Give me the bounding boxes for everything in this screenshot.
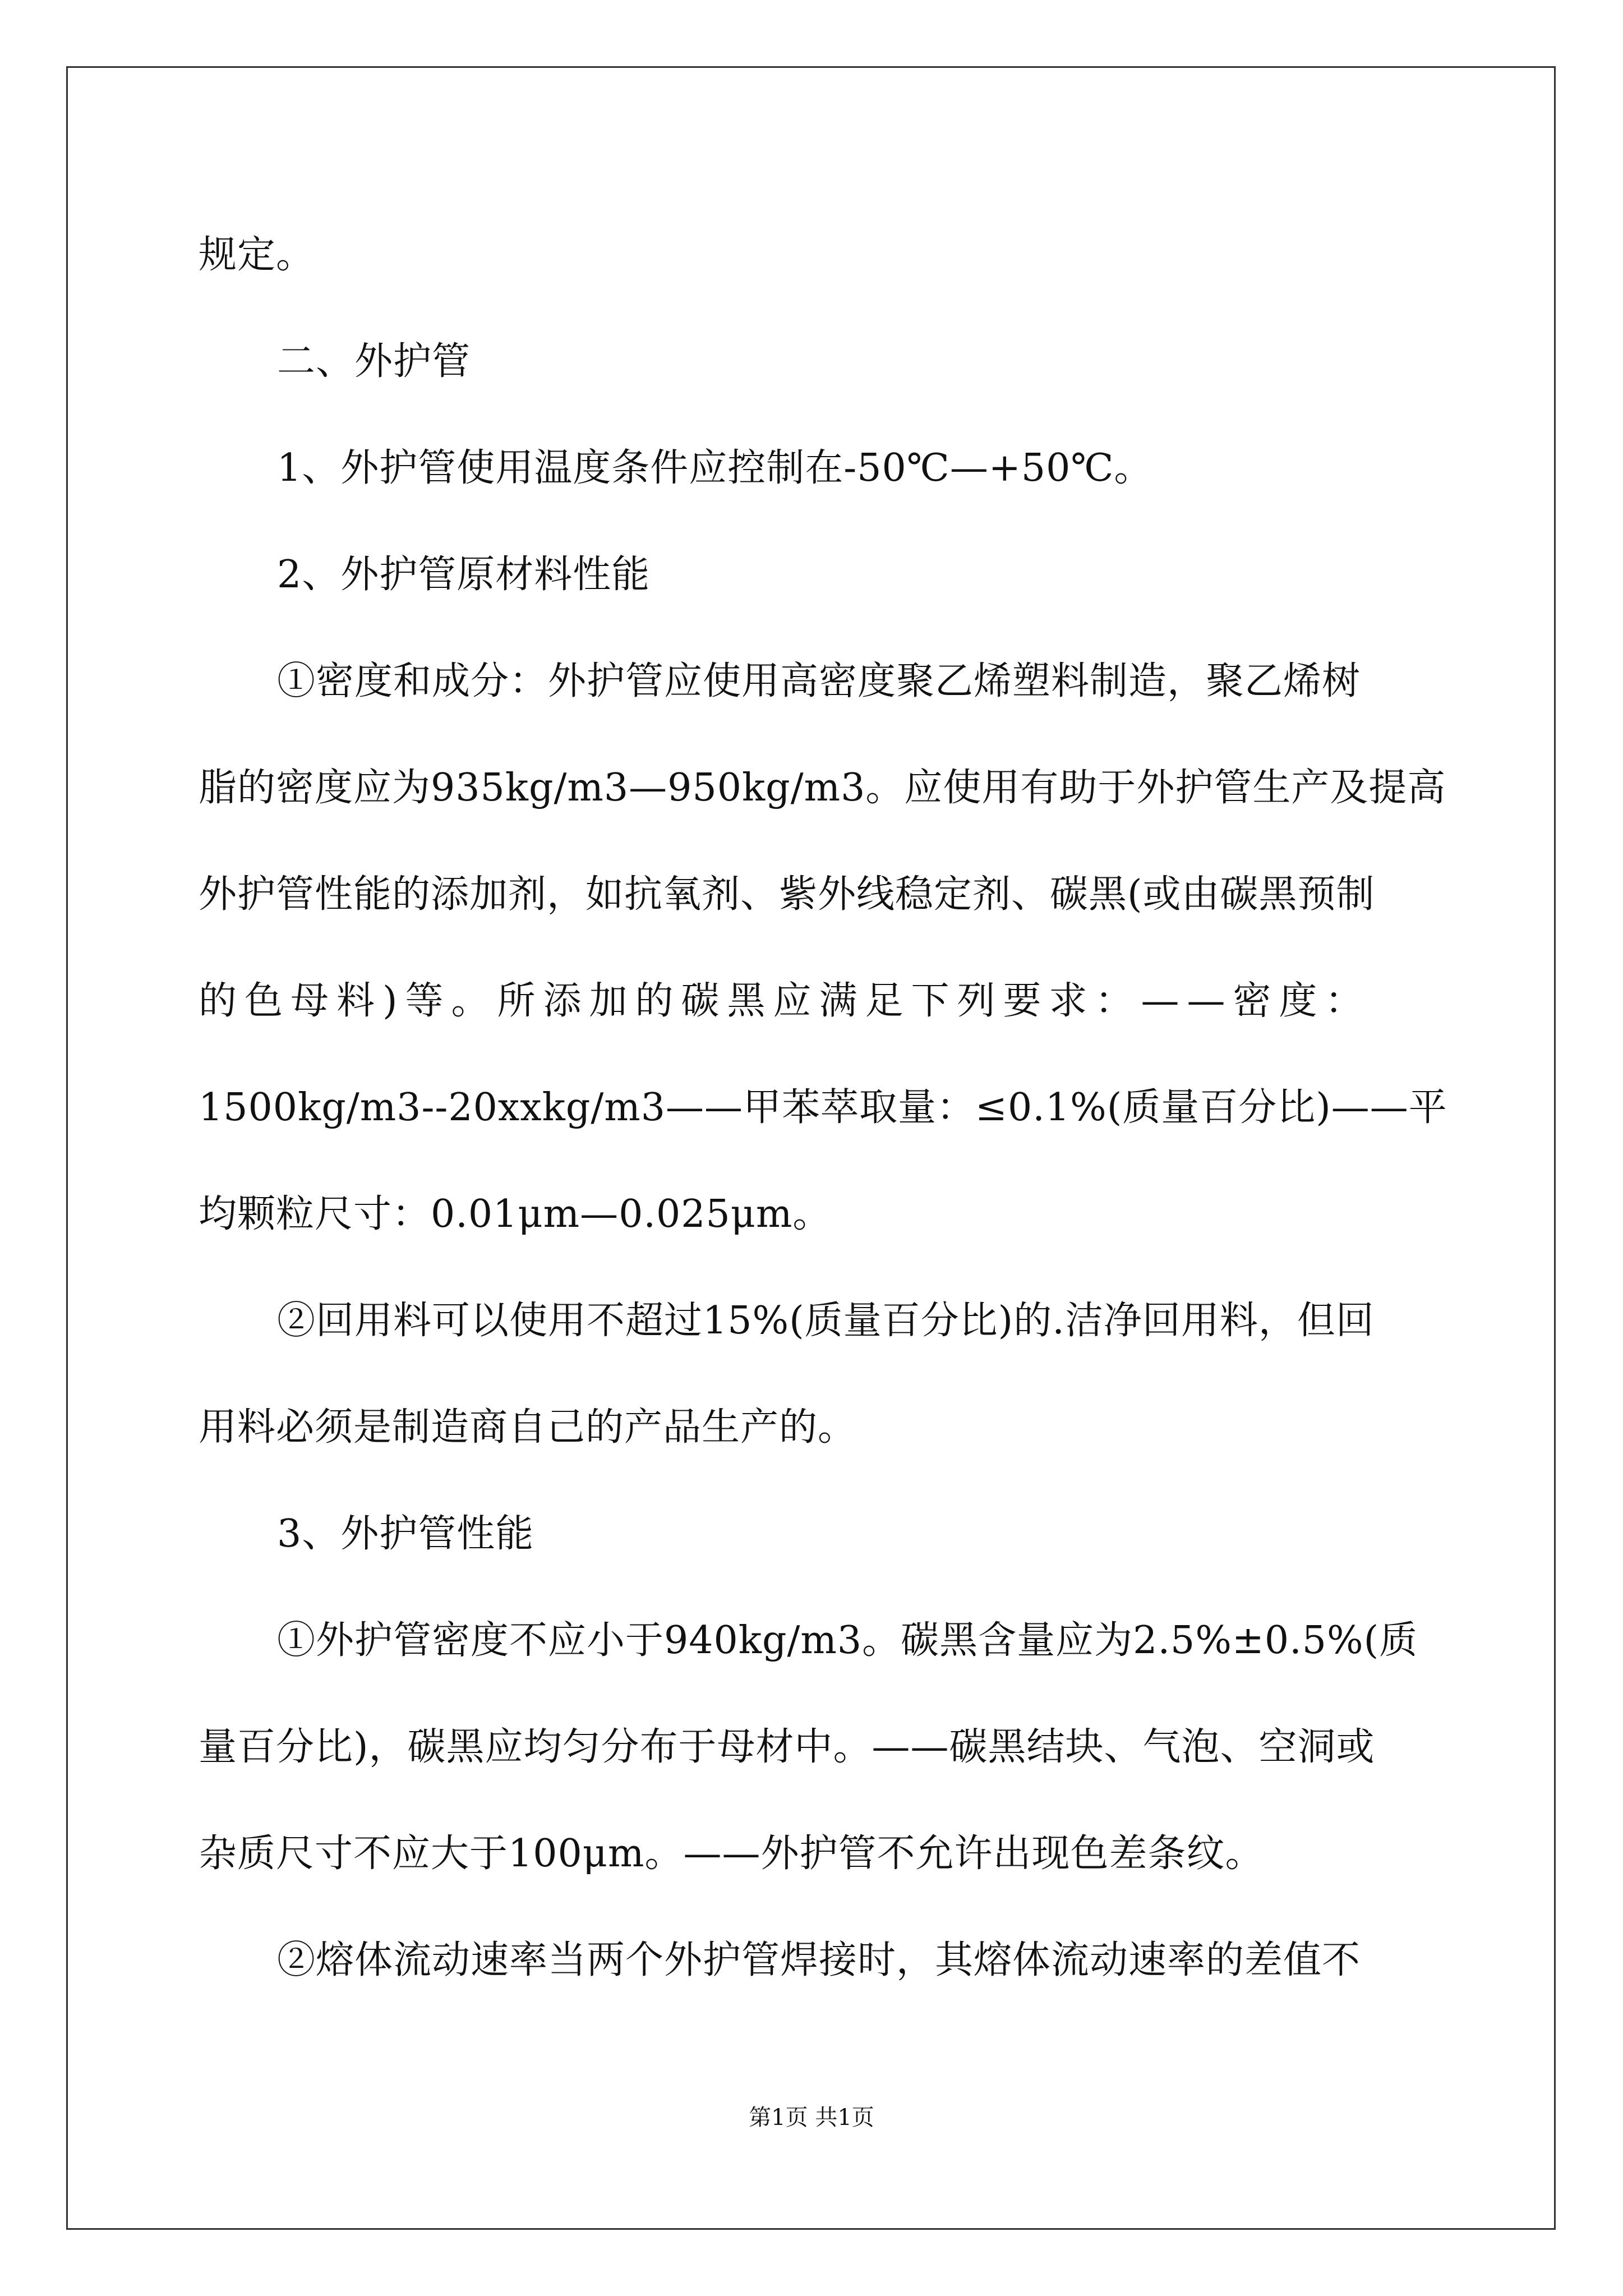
paragraph-line: 用料必须是制造商自己的产品生产的。	[199, 1405, 857, 1450]
section-heading: 二、外护管	[277, 339, 471, 384]
document-body	[199, 202, 1447, 2014]
paragraph-line: 规定。	[199, 233, 315, 277]
paragraph-line: 的色母料)等。所添加的碳黑应满足下列要求：——密度：	[199, 979, 1371, 1023]
paragraph-line: 量百分比)，碳黑应均匀分布于母材中。——碳黑结块、气泡、空洞或	[199, 1725, 1375, 1769]
paragraph-line: 均颗粒尺寸：0.01μm—0.025μm。	[199, 1192, 832, 1236]
paragraph-line: 1、外护管使用温度条件应控制在-50℃—+50℃。	[277, 446, 1153, 490]
paragraph-line: 杂质尺寸不应大于100μm。——外护管不允许出现色差条纹。	[199, 1832, 1264, 1876]
subsection-heading: 2、外护管原材料性能	[277, 553, 651, 597]
paragraph-line: ①密度和成分：外护管应使用高密度聚乙烯塑料制造，聚乙烯树	[277, 659, 1361, 703]
paragraph-line: 外护管性能的添加剂，如抗氧剂、紫外线稳定剂、碳黑(或由碳黑预制	[199, 872, 1375, 917]
paragraph-line: 1500kg/m3--20xxkg/m3——甲苯萃取量：≤0.1%(质量百分比)——平	[199, 1085, 1447, 1130]
paragraph-line: ②回用料可以使用不超过15%(质量百分比)的.洁净回用料，但回	[277, 1299, 1375, 1343]
page-number-footer: 第1页 共1页	[749, 2105, 874, 2131]
paragraph-line: ①外护管密度不应小于940kg/m3。碳黑含量应为2.5%±0.5%(质	[277, 1618, 1418, 1663]
subsection-heading: 3、外护管性能	[277, 1512, 534, 1556]
paragraph-line: ②熔体流动速率当两个外护管焊接时，其熔体流动速率的差值不	[277, 1938, 1361, 1982]
paragraph-line: 脂的密度应为935kg/m3—950kg/m3。应使用有助于外护管生产及提高	[199, 766, 1446, 810]
